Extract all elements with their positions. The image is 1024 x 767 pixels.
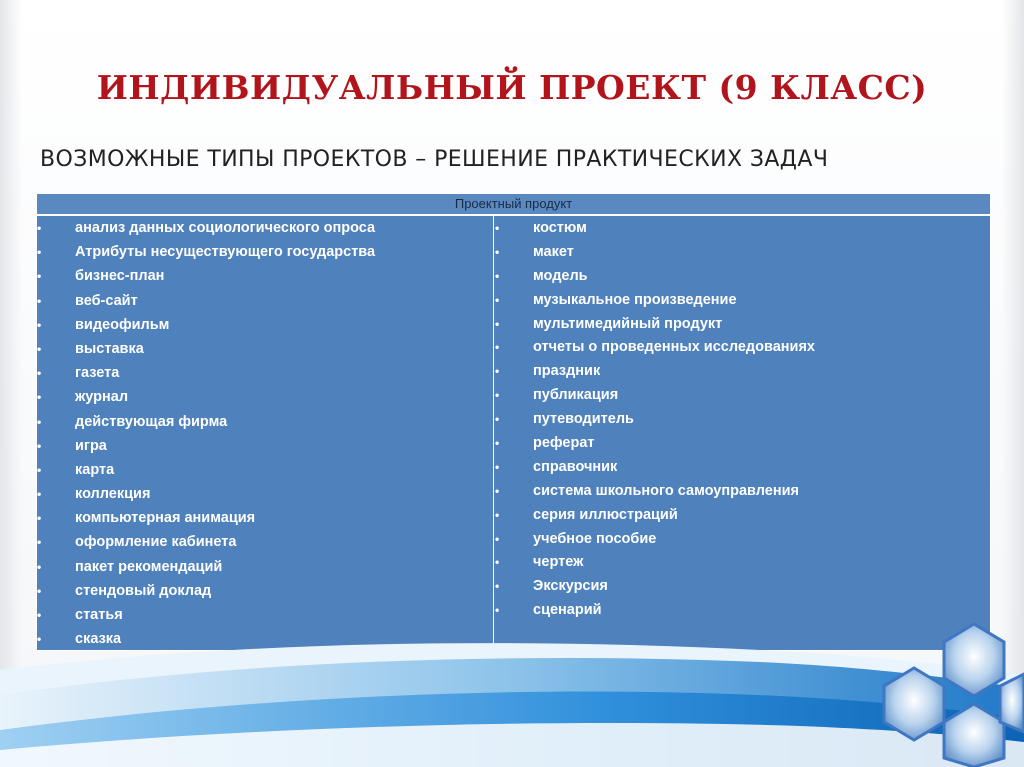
list-item [37, 218, 492, 242]
list-item-label: сценарий [533, 602, 602, 619]
bullet-icon: • [37, 511, 42, 526]
list-item-label: публикация [533, 387, 619, 404]
list-item [37, 484, 492, 508]
project-products-table [36, 193, 991, 651]
list-item [37, 291, 492, 315]
list-item [495, 337, 989, 361]
bullet-icon: • [495, 340, 500, 355]
list-item-label: газета [75, 365, 120, 382]
header-divider [37, 214, 990, 216]
list-item-label: игра [75, 437, 107, 454]
list-item [37, 387, 492, 411]
bullet-icon: • [495, 268, 500, 283]
list-item [495, 242, 989, 266]
list-item-label: бизнес-план [75, 268, 165, 285]
list-item [37, 315, 492, 339]
list-item [37, 436, 492, 460]
list-item-label: карта [75, 461, 115, 478]
list-item-label: учебное пособие [533, 530, 657, 547]
bullet-icon: • [37, 559, 42, 574]
bullet-icon: • [495, 292, 500, 307]
bullet-icon: • [37, 341, 42, 356]
list-item [495, 409, 989, 433]
list-item [37, 412, 492, 436]
list-item [495, 457, 989, 481]
list-item [495, 529, 989, 553]
list-item [495, 433, 989, 457]
slide-subtitle: ВОЗМОЖНЫЕ ТИПЫ ПРОЕКТОВ – РЕШЕНИЕ ПРАКТИЧЕСКИХ ЗАДАЧ [40, 147, 829, 172]
list-item-label: статья [75, 607, 123, 623]
list-item-label: журнал [75, 389, 129, 406]
list-item [37, 508, 492, 532]
list-item-label: сказка [75, 631, 122, 648]
bullet-icon: • [495, 555, 500, 570]
table-header: Проектный продукт [37, 194, 990, 214]
list-item [495, 552, 989, 576]
list-item-label: компьютерная анимация [75, 510, 256, 527]
blue-wave-decoration [0, 600, 1024, 767]
bullet-icon: • [495, 244, 500, 259]
bullet-icon: • [37, 317, 42, 332]
bullet-icon: • [495, 436, 500, 451]
list-item-label: выставка [75, 340, 144, 357]
list-item-label: макет [533, 243, 574, 260]
bullet-icon: • [495, 364, 500, 379]
bullet-icon: • [37, 414, 42, 429]
column-divider [493, 216, 494, 650]
list-item-label: веб-сайт [75, 292, 138, 309]
list-item-label: праздник [533, 363, 601, 380]
bullet-icon: • [37, 462, 42, 477]
list-item [495, 385, 989, 409]
slide-title: ИНДИВИДУАЛЬНЫЙ ПРОЕКТ (9 КЛАСС) [96, 68, 928, 107]
list-item [37, 363, 492, 387]
list-item-label: реферат [533, 435, 595, 452]
list-item-label: чертеж [533, 554, 584, 571]
list-item-label: стендовый доклад [75, 582, 212, 599]
list-item [495, 576, 989, 600]
list-item [495, 505, 989, 529]
list-item [495, 266, 989, 290]
bullet-icon: • [37, 535, 42, 550]
list-item-label: отчеты о проведенных исследованиях [533, 339, 815, 356]
list-item [495, 481, 989, 505]
list-item [37, 460, 492, 484]
bullet-icon: • [495, 388, 500, 403]
list-item-label: анализ данных социологического опроса [75, 220, 376, 236]
list-item-label: пакет рекомендаций [75, 558, 223, 575]
bullet-icon: • [37, 608, 42, 622]
bullet-icon: • [37, 269, 42, 284]
list-item-label: Экскурсия [533, 578, 608, 595]
list-item-label: коллекция [75, 486, 151, 503]
hexagon-crystal-logo [880, 622, 1024, 767]
bullet-icon: • [495, 507, 500, 522]
bullet-icon: • [37, 583, 42, 598]
bullet-icon: • [37, 438, 42, 453]
bullet-icon: • [37, 293, 42, 308]
list-item-label: справочник [533, 458, 618, 475]
list-item-label: мультимедийный продукт [533, 315, 723, 332]
list-item [37, 266, 492, 290]
bullet-icon: • [495, 459, 500, 474]
bullet-icon: • [37, 366, 42, 381]
bullet-icon: • [37, 390, 42, 405]
bullet-icon: • [37, 221, 42, 235]
bullet-icon: • [495, 221, 500, 235]
list-item-label: путеводитель [533, 411, 634, 428]
bullet-icon: • [37, 487, 42, 502]
list-item [37, 557, 492, 581]
bullet-icon: • [495, 483, 500, 498]
list-item-label: костюм [533, 220, 587, 236]
bullet-icon: • [495, 579, 500, 594]
list-item-label: модель [533, 267, 588, 284]
list-item [37, 532, 492, 556]
list-item-label: видеофильм [75, 316, 170, 333]
bullet-icon: • [495, 603, 500, 618]
list-item-label: серия иллюстраций [533, 506, 678, 523]
list-item-label: оформление кабинета [75, 534, 237, 551]
list-item [495, 290, 989, 314]
list-item-label: действующая фирма [75, 413, 228, 430]
list-item-label: Атрибуты несуществующего государства [75, 244, 376, 261]
list-item [495, 361, 989, 385]
list-item-label: музыкальное произведение [533, 291, 737, 308]
list-item [495, 314, 989, 338]
bullet-icon: • [37, 632, 42, 647]
list-item [37, 242, 492, 266]
list-item-label: система школьного самоуправления [533, 482, 799, 499]
bullet-icon: • [37, 245, 42, 260]
bullet-icon: • [495, 316, 500, 331]
left-column-list [37, 218, 492, 653]
list-item [37, 339, 492, 363]
right-column-list [495, 218, 989, 624]
bullet-icon: • [495, 412, 500, 427]
list-item [495, 218, 989, 242]
bullet-icon: • [495, 531, 500, 546]
